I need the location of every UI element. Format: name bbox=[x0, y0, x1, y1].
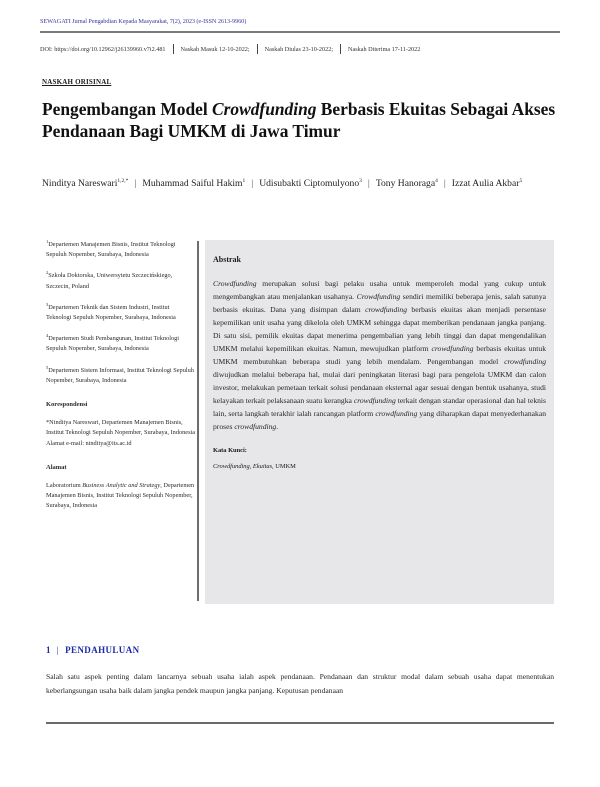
address-prefix: Laboratorium bbox=[46, 482, 83, 490]
title-italic: Crowdfunding bbox=[212, 99, 317, 119]
section-heading bbox=[46, 645, 140, 655]
lab-name: Business Analytic and Strategy bbox=[82, 482, 161, 490]
author-affiliation-sup: 3 bbox=[359, 178, 362, 184]
author-separator: | bbox=[443, 178, 446, 189]
section-number: 1 bbox=[46, 645, 51, 655]
author-affiliation-sup: 4 bbox=[435, 178, 438, 184]
affiliation-text: Departemen Sistem Informasi, Institut Teknologi Sepuluh Nopember, Surabaya, Indonesia bbox=[46, 366, 194, 384]
affiliation-number: 2 bbox=[46, 270, 49, 276]
author-name: Udisubakti Ciptomulyono bbox=[259, 178, 360, 189]
author-separator: | bbox=[134, 178, 137, 189]
journal-citation-link[interactable]: SEWAGATI Jurnal Pengabdian Kepada Masyarakat, 7(2), 2023 (e-ISSN 2613-9960) bbox=[40, 18, 247, 25]
affiliation-text: Departemen Manajemen Bisnis, Institut Teknologi Sepuluh Nopember, Surabaya, Indonesia bbox=[46, 241, 176, 259]
correspondence-heading: Korespondensi bbox=[46, 401, 88, 409]
header-divider bbox=[40, 31, 560, 33]
affiliation-text: Departemen Studi Pembangunan, Institut Teknologi Sepuluh Nopember, Surabaya, Indonesia bbox=[46, 335, 180, 353]
article-type-label: NASKAH ORISINAL bbox=[42, 78, 112, 86]
affiliation-item bbox=[46, 363, 196, 386]
author-affiliation-sup: 1 bbox=[242, 178, 246, 184]
author-name: Ninditya Nareswari bbox=[42, 178, 118, 189]
keywords-italic: Crowdfunding, Ekuitas, bbox=[213, 463, 274, 470]
meta-separator bbox=[173, 44, 174, 54]
affiliation-item bbox=[46, 237, 196, 260]
submitted-date: Naskah Masuk 12-10-2022; bbox=[180, 45, 250, 53]
reviewed-date: Naskah Diulas 23-10-2022; bbox=[264, 45, 334, 53]
footer-divider bbox=[46, 722, 554, 724]
keywords-heading: Kata Kunci: bbox=[213, 447, 247, 454]
correspondence-text: *Ninditya Nareswari, Departemen Manajemen Bisnis, Institut Teknologi Sepuluh Nopember, Surabaya, Indonesia Alamat e-mail: ninditya@its.ac.id bbox=[46, 419, 196, 447]
doi-link[interactable]: DOI: https://doi.org/10.12962/j26139960.v7i2.481 bbox=[40, 45, 166, 53]
address-suffix: , Departemen Manajemen Bisnis, Institut Teknologi Sepuluh Nopember, Surabaya, Indonesia bbox=[46, 482, 195, 510]
address-heading: Alamat bbox=[46, 463, 67, 471]
affiliation-item bbox=[46, 300, 196, 323]
introduction-paragraph: Salah satu aspek penting dalam lancarnya sebuah usaha ialah aspek pendanaan. Pendanaan dan struktur modal dalam sebuah usaha dapat menentukan keberlangsungan usaha baik dalam jangka pendek maupun jangka panjang. Keputusan pendanaan bbox=[46, 672, 554, 695]
meta-separator bbox=[340, 44, 341, 54]
sidebar-divider bbox=[197, 241, 199, 601]
keywords bbox=[213, 463, 546, 470]
affiliation-item bbox=[46, 268, 196, 291]
address-text bbox=[46, 481, 196, 512]
abstract-text: Crowdfunding merupakan solusi bagi pelaku usaha untuk memperoleh modal yang cukup untuk mengembangkan atau menjalankan usahanya. Crowdfunding sendiri memiliki beberapa jenis, salah satunya berbasis ekuitas. Dana yang disimpan dalam crowdfunding berbasis ekuitas akan menjadi persentase kepemilikan unit usaha yang dikelola oleh UMKM sehingga dapat memberikan pendanaan jangka panjang. Di satu sisi, pemilik ekuitas dapat menerima pengembalian yang lebih tinggi dan dapat mengendalikan UMKM melalui kepemilikan ekuitas. Namun, mewujudkan platform crowdfunding berbasis ekuitas untuk UMKM membutuhkan beberapa studi yang lebih mendalam. Pengembangan model crowdfunding diwujudkan melalui beberapa hal, mulai dari peningkatan literasi bagi para pengelola UMKM dan calon investor, melakukan pemetaan terkait solusi pendanaan eksternal agar sesuai dengan bentuk usahanya, studi kelayakan terkait pelaksanaan suatu kerangka crowdfunding terkait dengan standar operasional dan hal teknis lain, serta langkah terakhir ialah rancangan platform crowdfunding yang diharapkan dapat menyederhanakan proses crowdfunding. bbox=[213, 279, 546, 431]
author-name: Muhammad Saiful Hakim bbox=[142, 178, 243, 189]
affiliation-text: Szkoła Doktorska, Uniwersytetu Szczecińskiego, Szczecin, Poland bbox=[46, 272, 173, 290]
affiliation-number: 4 bbox=[46, 333, 49, 339]
abstract-box bbox=[205, 240, 554, 604]
title-part-2: Berbasis Ekuitas Sebagai Akses Pendanaan Bagi UMKM di Jawa Timur bbox=[42, 99, 556, 141]
affiliation-number: 1 bbox=[46, 239, 49, 244]
author-affiliation-sup: 1,2,* bbox=[117, 178, 129, 184]
author-name: Tony Hanoraga bbox=[375, 178, 436, 189]
author-affiliation-sup: 5 bbox=[519, 178, 523, 184]
author-separator: | bbox=[251, 178, 254, 189]
author-name: Izzat Aulia Akbar bbox=[451, 178, 520, 189]
author-list bbox=[42, 172, 532, 193]
section-separator: | bbox=[56, 645, 60, 655]
affiliation-item bbox=[46, 331, 196, 354]
article-meta-row bbox=[40, 44, 420, 54]
affiliation-sidebar bbox=[46, 237, 196, 512]
meta-separator bbox=[257, 44, 258, 54]
section-title: PENDAHULUAN bbox=[65, 645, 140, 655]
affiliation-number: 5 bbox=[46, 364, 49, 370]
author-separator: | bbox=[367, 178, 370, 189]
article-title bbox=[42, 98, 562, 142]
affiliation-text: Departemen Teknik dan Sistem Industri, Institut Teknologi Sepuluh Nopember, Surabaya, Indonesia bbox=[46, 303, 176, 322]
accepted-date: Naskah Diterima 17-11-2022 bbox=[348, 45, 421, 53]
keywords-rest: UMKM bbox=[273, 463, 296, 470]
title-part-1: Pengembangan Model bbox=[42, 99, 213, 119]
abstract-heading: Abstrak bbox=[213, 255, 242, 264]
affiliation-number: 3 bbox=[46, 301, 49, 307]
